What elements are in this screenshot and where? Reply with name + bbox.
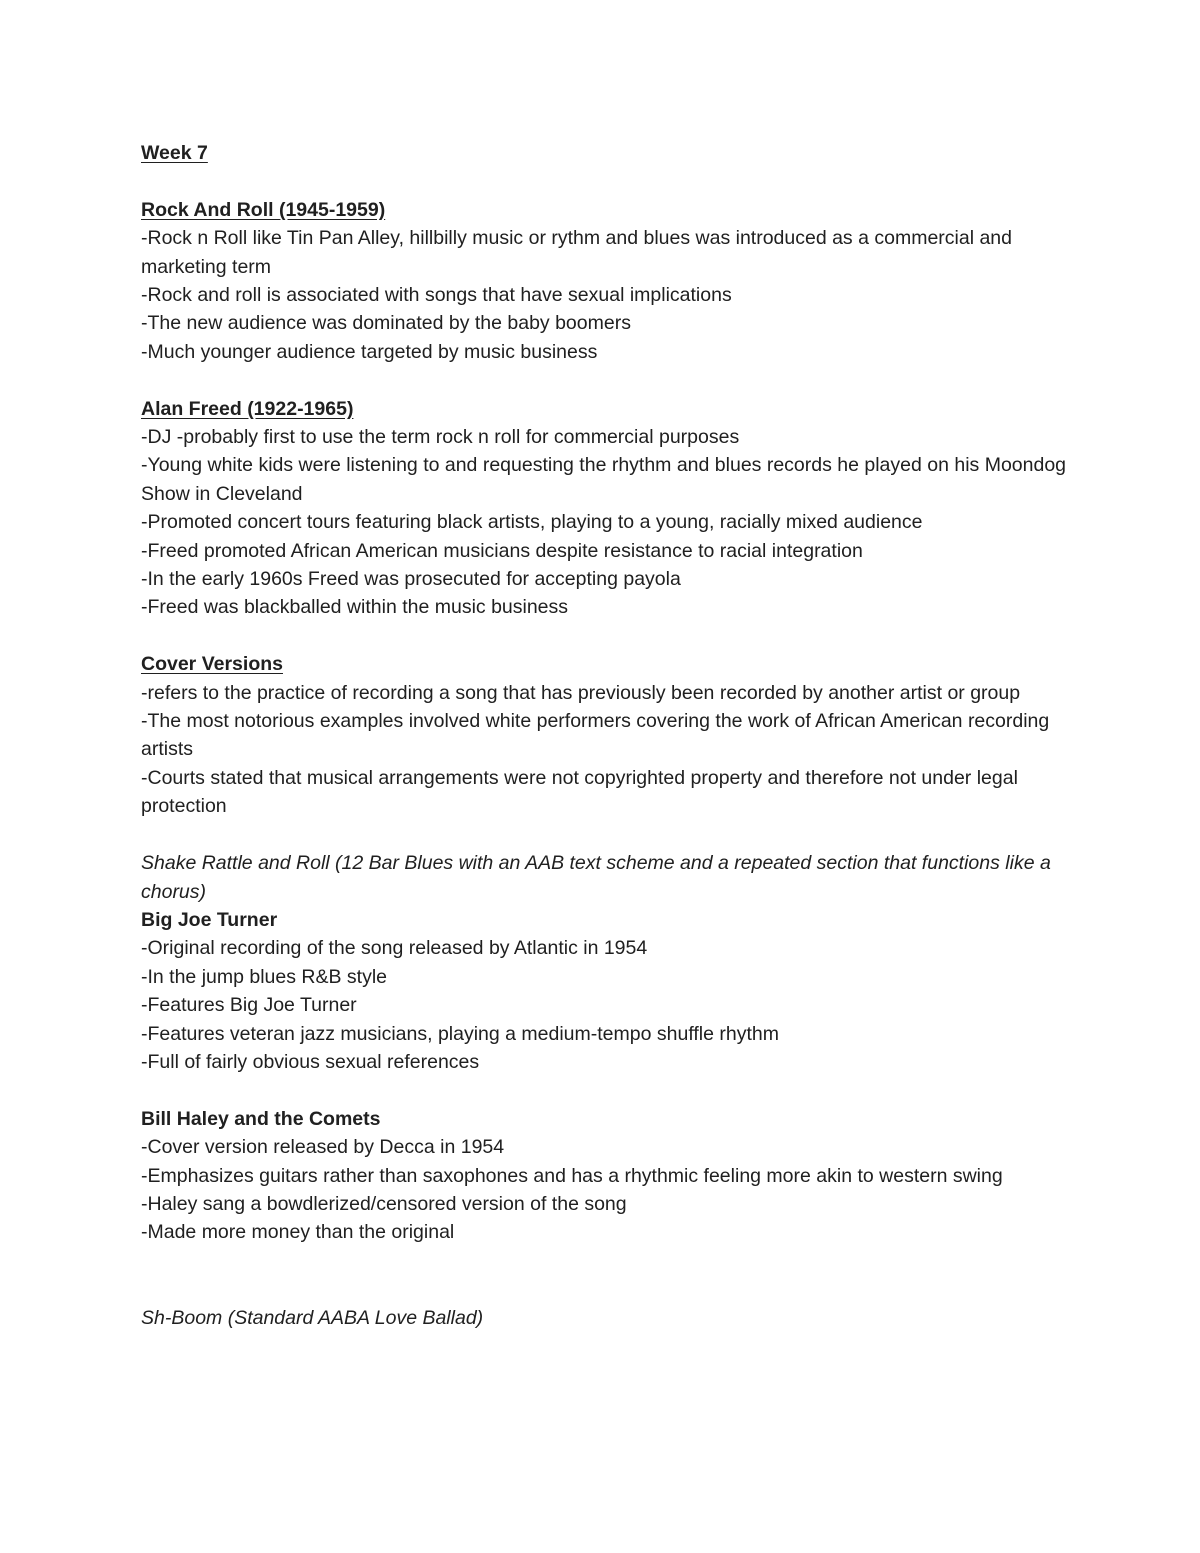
bullet-line: -Promoted concert tours featuring black artists, playing to a young, racially mixed audience [141, 511, 923, 534]
bullet-line: -Features Big Joe Turner [141, 994, 357, 1017]
section-bill-haley [141, 1105, 1071, 1247]
bullet-line: -Full of fairly obvious sexual references [141, 1050, 480, 1073]
section-rock-and-roll [141, 196, 1071, 366]
document-page [141, 139, 1071, 1332]
section-alan-freed [141, 395, 1071, 622]
bullet-line: -Original recording of the song released by Atlantic in 1954 [141, 937, 648, 960]
bullet-line: -Haley sang a bowdlerized/censored version of the song [141, 1192, 627, 1215]
song-title-sh-boom: Sh-Boom (Standard AABA Love Ballad) [141, 1306, 484, 1329]
section-heading: Rock And Roll (1945-1959) [141, 198, 386, 221]
bullet-line: -Features veteran jazz musicians, playing a medium-tempo shuffle rhythm [141, 1022, 779, 1045]
bullet-line: -Young white kids were listening to and requesting the rhythm and blues records he played on his Moondog Show in Cleveland [141, 454, 1067, 505]
bullet-line: -Courts stated that musical arrangements were not copyrighted property and therefore not under legal protection [141, 766, 1018, 818]
spacer [141, 1076, 1071, 1104]
section-big-joe-turner [141, 906, 1071, 1076]
bullet-line: -Emphasizes guitars rather than saxophones and has a rhythmic feeling more akin to western swing [141, 1164, 1003, 1187]
spacer [141, 1275, 1071, 1303]
bullet-line: -Cover version released by Decca in 1954 [141, 1136, 505, 1159]
bullet-line: -Freed was blackballed within the music business [141, 596, 569, 619]
section-heading: Cover Versions [141, 653, 283, 676]
week-title: Week 7 [141, 142, 208, 164]
bullet-line: -The new audience was dominated by the baby boomers [141, 312, 631, 335]
spacer [141, 622, 1071, 650]
spacer [141, 366, 1071, 394]
song-title-shake-rattle: Shake Rattle and Roll (12 Bar Blues with an AAB text scheme and a repeated section that functions like a chorus) [141, 852, 1051, 903]
bullet-line: -refers to the practice of recording a song that has previously been recorded by another artist or group [141, 681, 1021, 704]
bullet-line: -Rock n Roll like Tin Pan Alley, hillbilly music or rythm and blues was introduced as a commercial and marketing term [141, 227, 1012, 278]
section-heading: Bill Haley and the Comets [141, 1107, 381, 1130]
spacer [141, 167, 1071, 195]
bullet-line: -Made more money than the original [141, 1221, 455, 1244]
bullet-line: -DJ -probably first to use the term rock n roll for commercial purposes [141, 426, 740, 449]
bullet-line: -Much younger audience targeted by music business [141, 340, 598, 363]
bullet-line: -The most notorious examples involved white performers covering the work of African American recording artists [141, 710, 1050, 761]
section-cover-versions [141, 650, 1071, 820]
section-heading: Alan Freed (1922-1965) [141, 397, 354, 420]
bullet-line: -Rock and roll is associated with songs that have sexual implications [141, 284, 732, 307]
spacer [141, 821, 1071, 849]
bullet-line: -In the jump blues R&B style [141, 965, 388, 988]
bullet-line: -In the early 1960s Freed was prosecuted for accepting payola [141, 568, 681, 591]
section-heading: Big Joe Turner [141, 908, 278, 931]
spacer [141, 1247, 1071, 1275]
bullet-line: -Freed promoted African American musicians despite resistance to racial integration [141, 539, 863, 562]
